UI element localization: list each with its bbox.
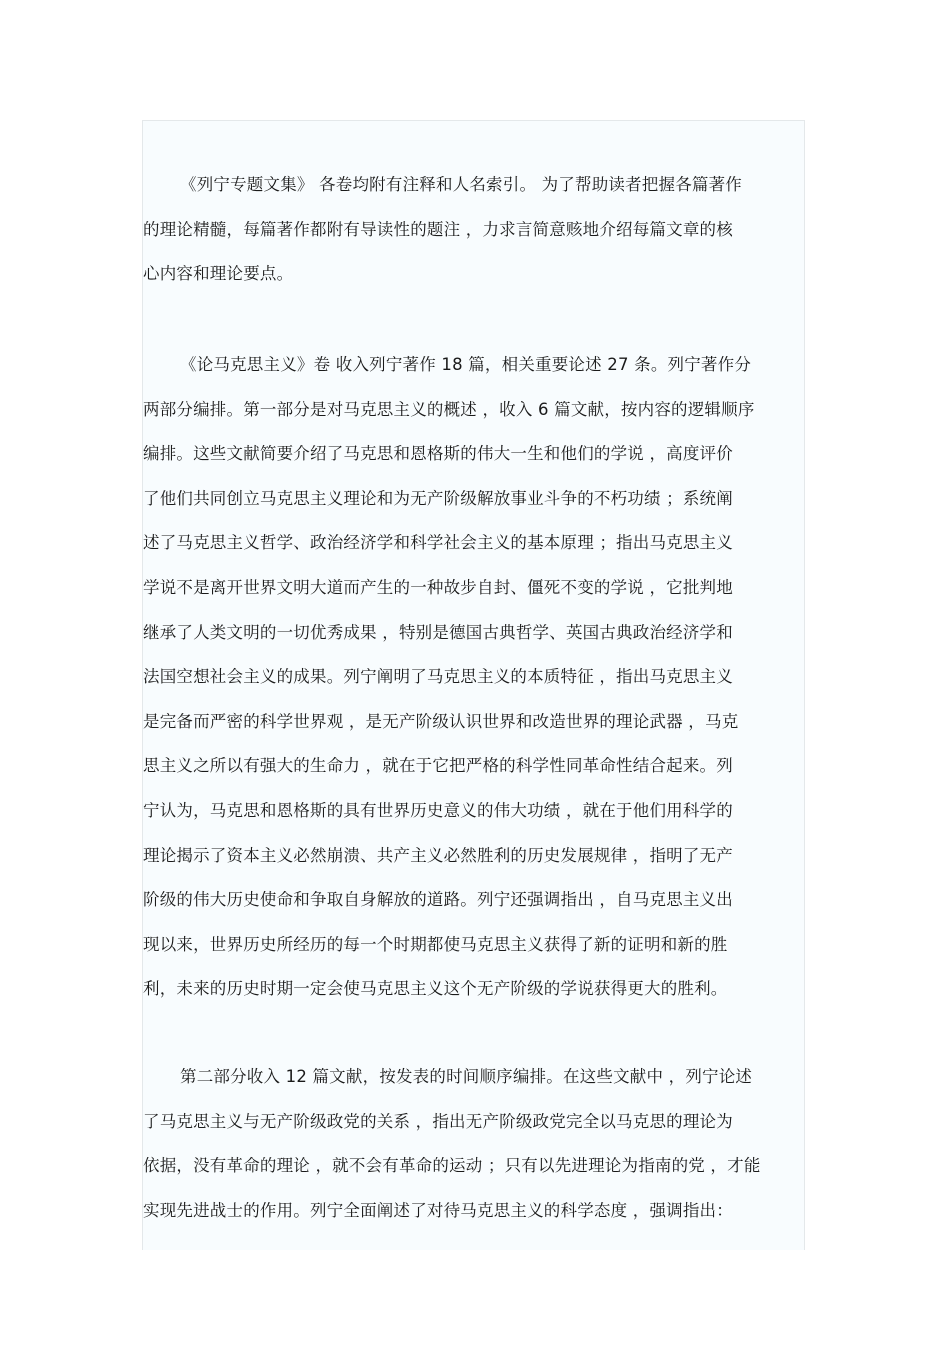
text-line: 两部分编排。第一部分是对马克思主义的概述 ，收入 6 篇文献，按内容的逻辑顺序 <box>143 399 755 419</box>
text-line: 思主义之所以有强大的生命力 ，就在于它把严格的科学性同革命性结合起来。列 <box>143 756 733 776</box>
paragraph-part-two <box>143 1055 805 1233</box>
text-line: 现以来，世界历史所经历的每一个时期都使马克思主义获得了新的证明和新的胜 <box>143 934 728 954</box>
text-line: 《列宁专题文集》 各卷均附有注释和人名索引。 为了帮助读者把握各篇著作 <box>180 175 742 194</box>
text-line: 阶级的伟大历史使命和争取自身解放的道路。列宁还强调指出 ，自马克思主义出 <box>143 890 733 910</box>
document-page <box>142 120 805 1250</box>
text-line: 述了马克思主义哲学、政治经济学和科学社会主义的基本原理 ；指出马克思主义 <box>143 533 733 553</box>
text-line: 心内容和理论要点。 <box>143 264 294 284</box>
text-line: 《论马克思主义》卷 收入列宁著作 18 篇，相关重要论述 27 条。列宁著作分 <box>180 355 752 374</box>
text-line: 了他们共同创立马克思主义理论和为无产阶级解放事业斗争的不朽功绩 ；系统阐 <box>143 488 733 508</box>
text-line: 利，未来的历史时期一定会使马克思主义这个无产阶级的学说获得更大的胜利。 <box>143 979 728 999</box>
text-line: 的理论精髓，每篇著作都附有导读性的题注 ，力求言简意赅地介绍每篇文章的核 <box>143 219 733 239</box>
paragraph-on-marxism-part-one <box>143 343 805 1012</box>
text-line: 继承了人类文明的一切优秀成果 ，特别是德国古典哲学、英国古典政治经济学和 <box>143 622 733 642</box>
text-line: 依据，没有革命的理论 ，就不会有革命的运动 ；只有以先进理论为指南的党 ，才能 <box>143 1156 761 1176</box>
text-line: 了马克思主义与无产阶级政党的关系 ，指出无产阶级政党完全以马克思的理论为 <box>143 1111 733 1131</box>
paragraph-annotations <box>143 163 805 297</box>
text-line: 宁认为，马克思和恩格斯的具有世界历史意义的伟大功绩 ，就在于他们用科学的 <box>143 800 733 820</box>
text-line: 是完备而严密的科学世界观 ，是无产阶级认识世界和改造世界的理论武器 ，马克 <box>143 711 739 731</box>
text-line: 法国空想社会主义的成果。列宁阐明了马克思主义的本质特征 ，指出马克思主义 <box>143 667 733 687</box>
text-line: 学说不是离开世界文明大道而产生的一种故步自封、僵死不变的学说 ，它批判地 <box>143 577 733 597</box>
text-line: 理论揭示了资本主义必然崩溃、共产主义必然胜利的历史发展规律 ，指明了无产 <box>143 845 733 865</box>
text-line: 编排。这些文献简要介绍了马克思和恩格斯的伟大一生和他们的学说 ，高度评价 <box>143 444 733 464</box>
text-line: 实现先进战士的作用。列宁全面阐述了对待马克思主义的科学态度 ，强调指出： <box>143 1200 733 1220</box>
text-line: 第二部分收入 12 篇文献，按发表的时间顺序编排。在这些文献中 ，列宁论述 <box>180 1067 753 1086</box>
